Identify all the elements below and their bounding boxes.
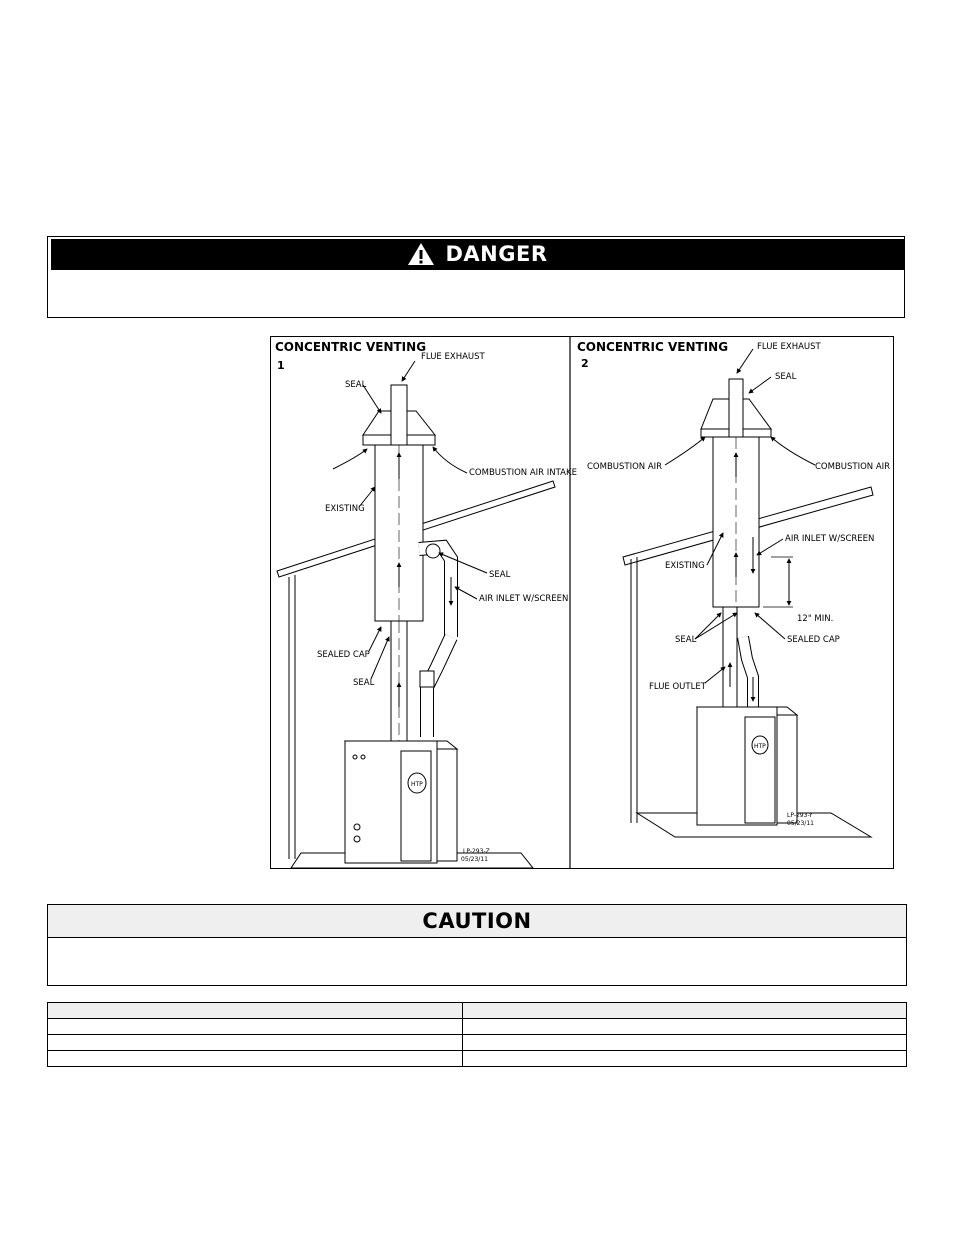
venting-diagram (271, 337, 893, 868)
panel-2-number: 2 (581, 357, 589, 370)
warning-triangle-icon (407, 242, 435, 266)
caution-box (47, 904, 907, 986)
table-cell (48, 1019, 463, 1035)
label-flue-outlet: FLUE OUTLET (649, 682, 706, 692)
panel-1-date: 05/23/11 (461, 856, 488, 863)
table-cell (463, 1003, 907, 1019)
table-row (48, 1051, 907, 1067)
table-row (48, 1035, 907, 1051)
danger-header (51, 239, 904, 270)
svg-text:HTP: HTP (411, 781, 423, 788)
panel-2-date: 05/23/11 (787, 820, 814, 827)
label-sealed-cap-2: SEALED CAP (787, 635, 840, 645)
label-combustion-air-right: COMBUSTION AIR (815, 462, 891, 472)
danger-title: DANGER (445, 242, 548, 266)
label-seal-top: SEAL (345, 380, 367, 390)
label-existing-2: EXISTING (665, 561, 705, 571)
panel-1-code: LP-293-Z (463, 848, 490, 855)
table-row (48, 1019, 907, 1035)
table-cell (48, 1035, 463, 1051)
table-cell (463, 1019, 907, 1035)
label-sealed-cap: SEALED CAP (317, 650, 370, 660)
label-existing: EXISTING (325, 504, 365, 514)
label-seal-mid: SEAL (489, 570, 511, 580)
label-air-inlet-2: AIR INLET W/SCREEN (785, 534, 875, 544)
caution-header (48, 905, 906, 938)
label-seal-top-2: SEAL (775, 372, 797, 382)
label-12-min: 12" MIN. (797, 614, 834, 624)
table-cell (463, 1035, 907, 1051)
specification-table (47, 1002, 907, 1067)
table-cell (48, 1003, 463, 1019)
label-flue-exhaust: FLUE EXHAUST (421, 352, 485, 362)
concentric-venting-figure (270, 336, 894, 869)
label-seal-2: SEAL (675, 635, 697, 645)
svg-text:HTP: HTP (754, 743, 766, 750)
label-seal-low: SEAL (353, 678, 375, 688)
panel-1-title: CONCENTRIC VENTING (275, 340, 427, 354)
table-cell (48, 1051, 463, 1067)
panel-2-code: LP-293-Y (787, 812, 813, 819)
table-cell (463, 1051, 907, 1067)
danger-box (47, 236, 905, 318)
caution-title: CAUTION (422, 909, 532, 933)
panel-1 (275, 340, 577, 868)
table-row (48, 1003, 907, 1019)
panel-1-number: 1 (277, 359, 285, 372)
label-combustion-air-left: COMBUSTION AIR (587, 462, 663, 472)
label-flue-exhaust-2: FLUE EXHAUST (757, 342, 821, 352)
label-combustion-air-intake: COMBUSTION AIR INTAKE (469, 468, 577, 478)
panel-2-title: CONCENTRIC VENTING (577, 340, 729, 354)
panel-2 (577, 340, 890, 837)
label-air-inlet: AIR INLET W/SCREEN (479, 594, 569, 604)
